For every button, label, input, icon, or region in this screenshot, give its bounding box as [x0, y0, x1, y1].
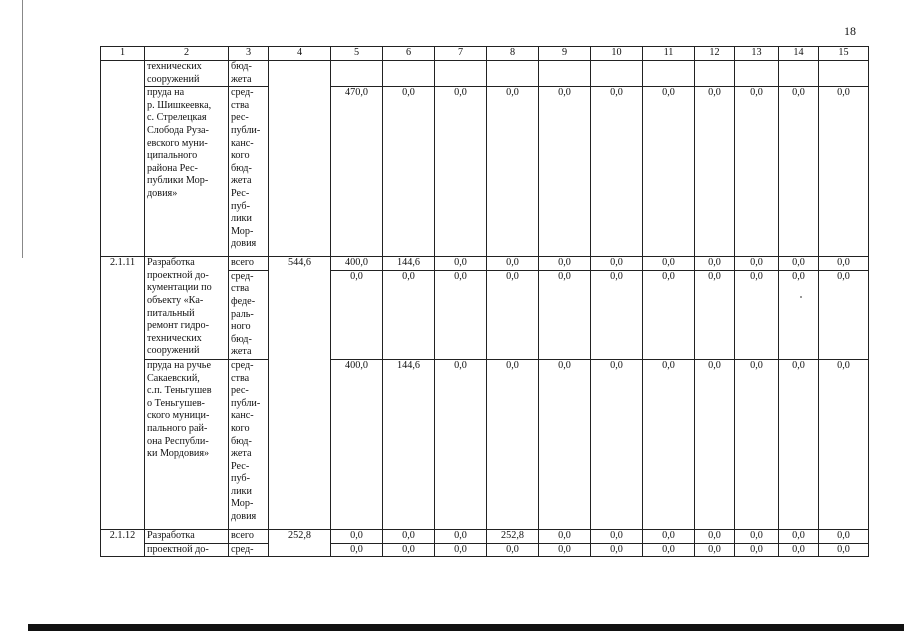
funding-source: сред-: [229, 543, 269, 557]
funding-source: сред- ства рес- публи- канс- кого бюд- жета Рес- пуб- лики Мор- довия: [229, 359, 269, 529]
value-cell: 0,0: [735, 270, 779, 359]
item-name: технических сооружений: [145, 61, 229, 87]
table-row: [101, 543, 869, 557]
col-header: 8: [487, 47, 539, 61]
value-cell: 252,8: [487, 529, 539, 543]
value-cell: 0,0: [643, 270, 695, 359]
value-cell: 0,0: [539, 270, 591, 359]
table-row: [101, 529, 869, 543]
value-cell: 0,0: [643, 87, 695, 257]
value-cell: 0,0: [435, 270, 487, 359]
value-cell: 0,0: [435, 87, 487, 257]
budget-table: [100, 46, 869, 557]
value-cell: 0,0: [591, 270, 643, 359]
page-number: 18: [844, 24, 856, 38]
value-cell: 0,0: [591, 359, 643, 529]
value-cell: 0,0: [695, 529, 735, 543]
margin-line: [22, 0, 23, 258]
item-name: Разработка: [145, 529, 229, 543]
value-cell: 0,0: [779, 87, 819, 257]
value-cell: 0,0: [819, 529, 869, 543]
value-cell: 400,0: [331, 257, 383, 271]
funding-source: сред- ства рес- публи- канс- кого бюд- жета Рес- пуб- лики Мор- довия: [229, 87, 269, 257]
value-cell: 0,0: [591, 257, 643, 271]
col-header: 3: [229, 47, 269, 61]
value-cell: 470,0: [331, 87, 383, 257]
value-cell: 0,0: [643, 359, 695, 529]
value-cell: 0,0: [435, 529, 487, 543]
value-cell: 0,0: [591, 529, 643, 543]
value-cell: 0,0: [779, 270, 819, 359]
value-cell: 0,0: [539, 87, 591, 257]
table-row: [101, 87, 869, 257]
item-name: пруда на р. Шишкеевка, с. Стрелецкая Слобода Руза- евского муни- ципального района Рес- публики Мор- довия»: [145, 87, 229, 257]
value-cell: 0,0: [383, 529, 435, 543]
value-cell: 0,0: [735, 543, 779, 557]
value-cell: 0,0: [331, 270, 383, 359]
value-cell: 0,0: [487, 359, 539, 529]
value-cell: 0,0: [819, 87, 869, 257]
value-cell: 0,0: [331, 529, 383, 543]
value-cell: 0,0: [435, 257, 487, 271]
table-row: [101, 359, 869, 529]
value-cell: 0,0: [643, 257, 695, 271]
table-row: [101, 61, 869, 87]
value-cell: 0,0: [591, 543, 643, 557]
value-cell: 0,0: [735, 359, 779, 529]
value-cell: 0,0: [435, 359, 487, 529]
col-header: 10: [591, 47, 643, 61]
scan-edge-bar: [28, 624, 904, 631]
value-cell: 0,0: [435, 543, 487, 557]
value-cell: 0,0: [487, 270, 539, 359]
funding-source: всего: [229, 257, 269, 271]
funding-source: бюд- жета: [229, 61, 269, 87]
value-cell: 0,0: [591, 87, 643, 257]
col-header: 7: [435, 47, 487, 61]
value-cell: 0,0: [695, 359, 735, 529]
value-cell: 0,0: [383, 543, 435, 557]
item-name: пруда на ручье Сакаевский, с.п. Теньгушев о Теньгушев- ского муници- пального рай- она Республи- ки Мордовия»: [145, 359, 229, 529]
value-cell: 0,0: [487, 257, 539, 271]
value-cell: 0,0: [819, 270, 869, 359]
col-header: 14: [779, 47, 819, 61]
value-cell: 0,0: [487, 87, 539, 257]
value-cell: 0,0: [735, 257, 779, 271]
col-header: 6: [383, 47, 435, 61]
scan-speck: [800, 296, 802, 298]
value-cell: 0,0: [779, 257, 819, 271]
value-cell: 0,0: [383, 270, 435, 359]
col-header: 9: [539, 47, 591, 61]
col-header: 4: [269, 47, 331, 61]
value-cell: 0,0: [539, 257, 591, 271]
total-value: 544,6: [269, 257, 331, 530]
value-cell: 0,0: [819, 257, 869, 271]
funding-source: сред- ства феде- раль- ного бюд- жета: [229, 270, 269, 359]
col-header: 15: [819, 47, 869, 61]
value-cell: 0,0: [539, 529, 591, 543]
value-cell: 0,0: [819, 359, 869, 529]
value-cell: 0,0: [539, 543, 591, 557]
value-cell: 0,0: [331, 543, 383, 557]
item-number: 2.1.11: [101, 257, 145, 530]
item-number: 2.1.12: [101, 529, 145, 556]
value-cell: 0,0: [779, 359, 819, 529]
value-cell: 0,0: [383, 87, 435, 257]
col-header: 12: [695, 47, 735, 61]
funding-source: всего: [229, 529, 269, 543]
value-cell: 0,0: [735, 87, 779, 257]
value-cell: 0,0: [487, 543, 539, 557]
value-cell: 0,0: [735, 529, 779, 543]
value-cell: 0,0: [695, 270, 735, 359]
column-number-row: [101, 47, 869, 61]
col-header: 2: [145, 47, 229, 61]
value-cell: 0,0: [695, 87, 735, 257]
item-name: Разработка проектной до- кументации по объекту «Ка- питальный ремонт гидро- технических сооружений: [145, 257, 229, 360]
value-cell: 0,0: [819, 543, 869, 557]
col-header: 13: [735, 47, 779, 61]
col-header: 11: [643, 47, 695, 61]
value-cell: 144,6: [383, 359, 435, 529]
value-cell: 400,0: [331, 359, 383, 529]
value-cell: 0,0: [643, 529, 695, 543]
col-header: 5: [331, 47, 383, 61]
item-name: проектной до-: [145, 543, 229, 557]
value-cell: 0,0: [779, 543, 819, 557]
value-cell: 0,0: [695, 543, 735, 557]
value-cell: 0,0: [643, 543, 695, 557]
value-cell: 0,0: [695, 257, 735, 271]
total-value: 252,8: [269, 529, 331, 556]
value-cell: 0,0: [779, 529, 819, 543]
value-cell: 144,6: [383, 257, 435, 271]
col-header: 1: [101, 47, 145, 61]
value-cell: 0,0: [539, 359, 591, 529]
table-row: [101, 257, 869, 271]
